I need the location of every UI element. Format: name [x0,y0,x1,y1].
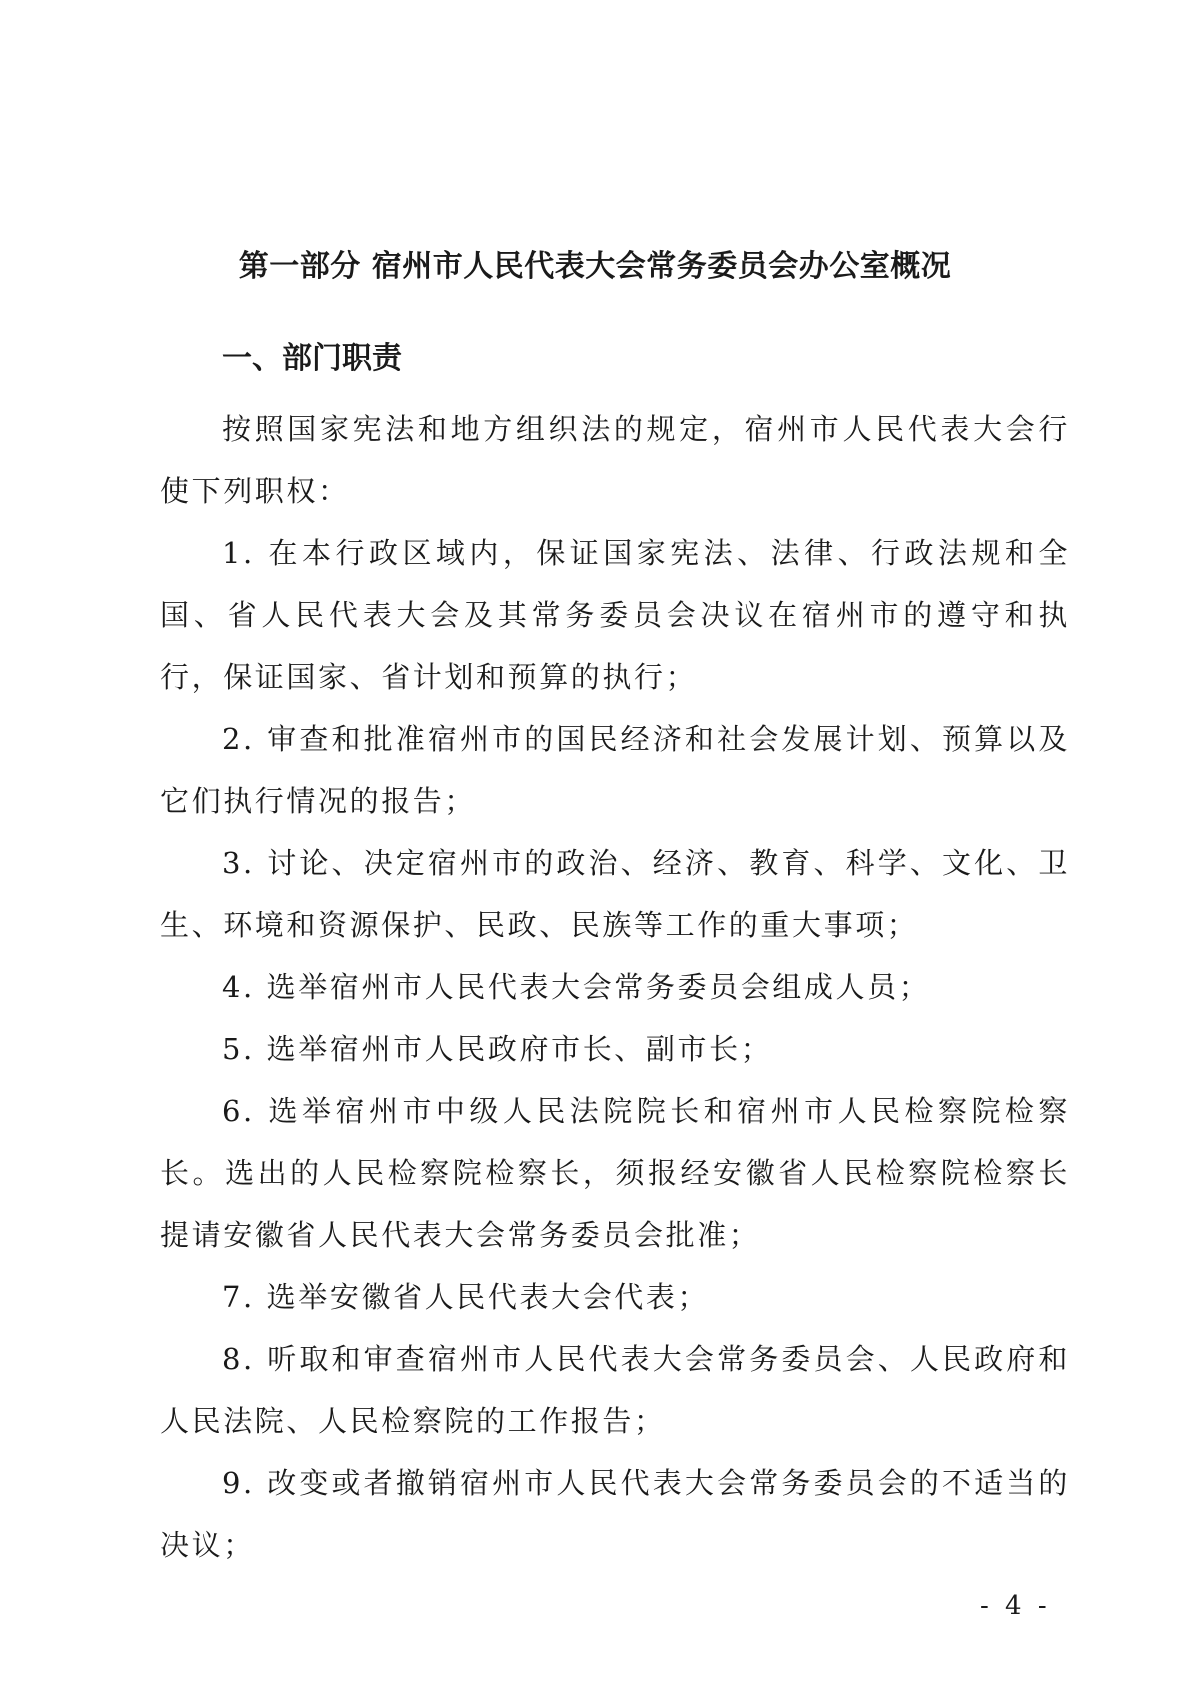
paragraph-item-6: 6. 选举宿州市中级人民法院院长和宿州市人民检察院检察长。选出的人民检察院检察长，须报经安徽省人民检察院检察长提请安徽省人民代表大会常务委员会批准； [160,1094,1070,1252]
paragraph-item-5: 5. 选举宿州市人民政府市长、副市长； [222,1032,773,1066]
paragraph-item-7: 7. 选举安徽省人民代表大会代表； [222,1280,710,1314]
page-number: - 4 - [980,1591,1051,1621]
paragraph-item-8: 8. 听取和审查宿州市人民代表大会常务委员会、人民政府和人民法院、人民检察院的工作报告； [160,1342,1070,1438]
document-title: 第一部分 宿州市人民代表大会常务委员会办公室概况 [238,249,952,284]
paragraph-item-2: 2. 审查和批准宿州市的国民经济和社会发展计划、预算以及它们执行情况的报告； [160,722,1070,818]
paragraph-item-3: 3. 讨论、决定宿州市的政治、经济、教育、科学、文化、卫生、环境和资源保护、民政、民族等工作的重大事项； [160,846,1070,942]
paragraph-item-1: 1. 在本行政区域内，保证国家宪法、法律、行政法规和全国、省人民代表大会及其常务委员会决议在宿州市的遵守和执行，保证国家、省计划和预算的执行； [160,536,1070,694]
paragraph-intro: 按照国家宪法和地方组织法的规定，宿州市人民代表大会行使下列职权： [160,412,1070,508]
body-text [160,398,1070,1576]
paragraph-item-9: 9. 改变或者撤销宿州市人民代表大会常务委员会的不适当的决议； [160,1466,1070,1562]
paragraph-item-4: 4. 选举宿州市人民代表大会常务委员会组成人员； [222,970,931,1004]
section-heading: 一、部门职责 [222,341,402,376]
